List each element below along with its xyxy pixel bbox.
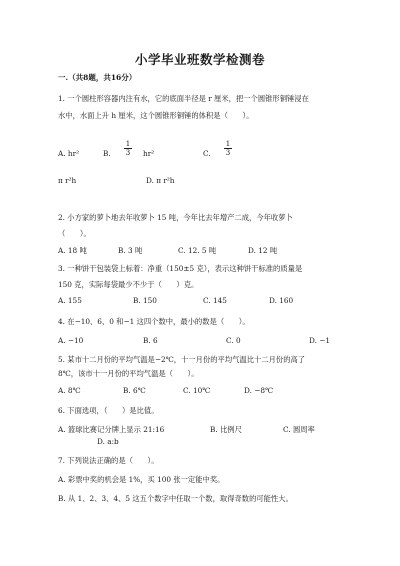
q2-option-c: C. 12. 5 吨 [178, 246, 217, 255]
q2-text-line1: 2. 小方家的萝卜地去年收萝卜 15 吨，今年比去年增产二成，今年收萝卜 [58, 213, 293, 222]
q1-option-a: A. hr² [58, 149, 80, 158]
page-title: 小学毕业班数学检测卷 [134, 52, 265, 67]
q5-option-b: B. 6℃ [123, 386, 146, 395]
q7-text-line1: 7. 下列说法正确的是（ ）。 [58, 456, 159, 465]
q5-text-line2: 8℃，该市十一月份的平均气温是（ ）。 [58, 369, 199, 378]
q1-option-c-fraction [223, 140, 233, 157]
fraction-numerator: 1 [125, 140, 131, 148]
q4-text-line1: 4. 在−10、6、0 和−1 这四个数中，最小的数是（ ）。 [58, 317, 250, 326]
section-heading: 一.（共8题，共16分） [58, 73, 137, 82]
q6-option-c: C. 圆周率 [283, 425, 315, 434]
q3-option-d: D. 160 [269, 296, 294, 305]
q3-text-line2: 150 克，实际每袋最少不少于（ ）克。 [58, 280, 199, 289]
q4-option-c: C. 0 [226, 336, 241, 345]
q7-option-b: B. 从 1、2、3、4、5 这五个数字中任取一个数，取得奇数的可能性大。 [58, 494, 293, 503]
q1-option-b-tail: hr² [143, 149, 155, 158]
q4-option-a: A. −10 [58, 336, 84, 345]
q4-option-d: D. −1 [309, 336, 330, 345]
q6-option-b: B. 比例尺 [210, 425, 242, 434]
q1-text-line1: 1. 一个圆柱形容器内注有水，它的底面半径是 r 厘米，把一个圆锥形铜锤浸在 [58, 94, 309, 103]
fraction-denominator: 3 [125, 149, 131, 157]
q5-text-line1: 5. 某市十二月份的平均气温是−2℃，十一月份的平均气温比十二月份的高了 [58, 355, 306, 364]
fraction-numerator: 1 [225, 140, 231, 148]
fraction-denominator: 3 [225, 149, 231, 157]
q2-option-d: D. 12 吨 [248, 246, 278, 255]
q1-option-c-tail: π r²h [58, 176, 77, 185]
q1-option-c-label: C. [203, 149, 211, 158]
q5-option-c: C. 10℃ [183, 386, 211, 395]
q3-option-b: B. 150 [133, 296, 157, 305]
q3-text-line1: 3. 一种饼干包装袋上标着：净重（150±5 克），表示这种饼干标准的质量是 [58, 264, 303, 273]
q5-option-d: D. −8℃ [244, 386, 274, 395]
q1-text-line2: 水中，水面上升 h 厘米，这个圆锥形铜锤的体积是（ ）。 [58, 111, 254, 120]
q2-text-line2: （ ）。 [58, 229, 91, 238]
q6-text-line1: 6. 下面选项，（ ）是比值。 [58, 406, 159, 415]
q6-option-d: D. a:b [97, 437, 119, 446]
q1-option-b-fraction [123, 140, 133, 157]
q1-option-d: D. π r²h [146, 176, 175, 185]
q4-option-b: B. 6 [143, 336, 158, 345]
q7-option-a: A. 彩票中奖的机会是 1%，买 100 张一定能中奖。 [58, 475, 225, 484]
q1-option-b-label: B. [103, 149, 111, 158]
q5-option-a: A. 8℃ [58, 386, 81, 395]
q2-option-b: B. 3 吨 [118, 246, 143, 255]
q3-option-a: A. 155 [58, 296, 82, 305]
q3-option-c: C. 145 [203, 296, 227, 305]
q6-option-a: A. 篮球比赛记分牌上显示 21:16 [58, 425, 165, 434]
q2-option-a: A. 18 吨 [58, 246, 87, 255]
